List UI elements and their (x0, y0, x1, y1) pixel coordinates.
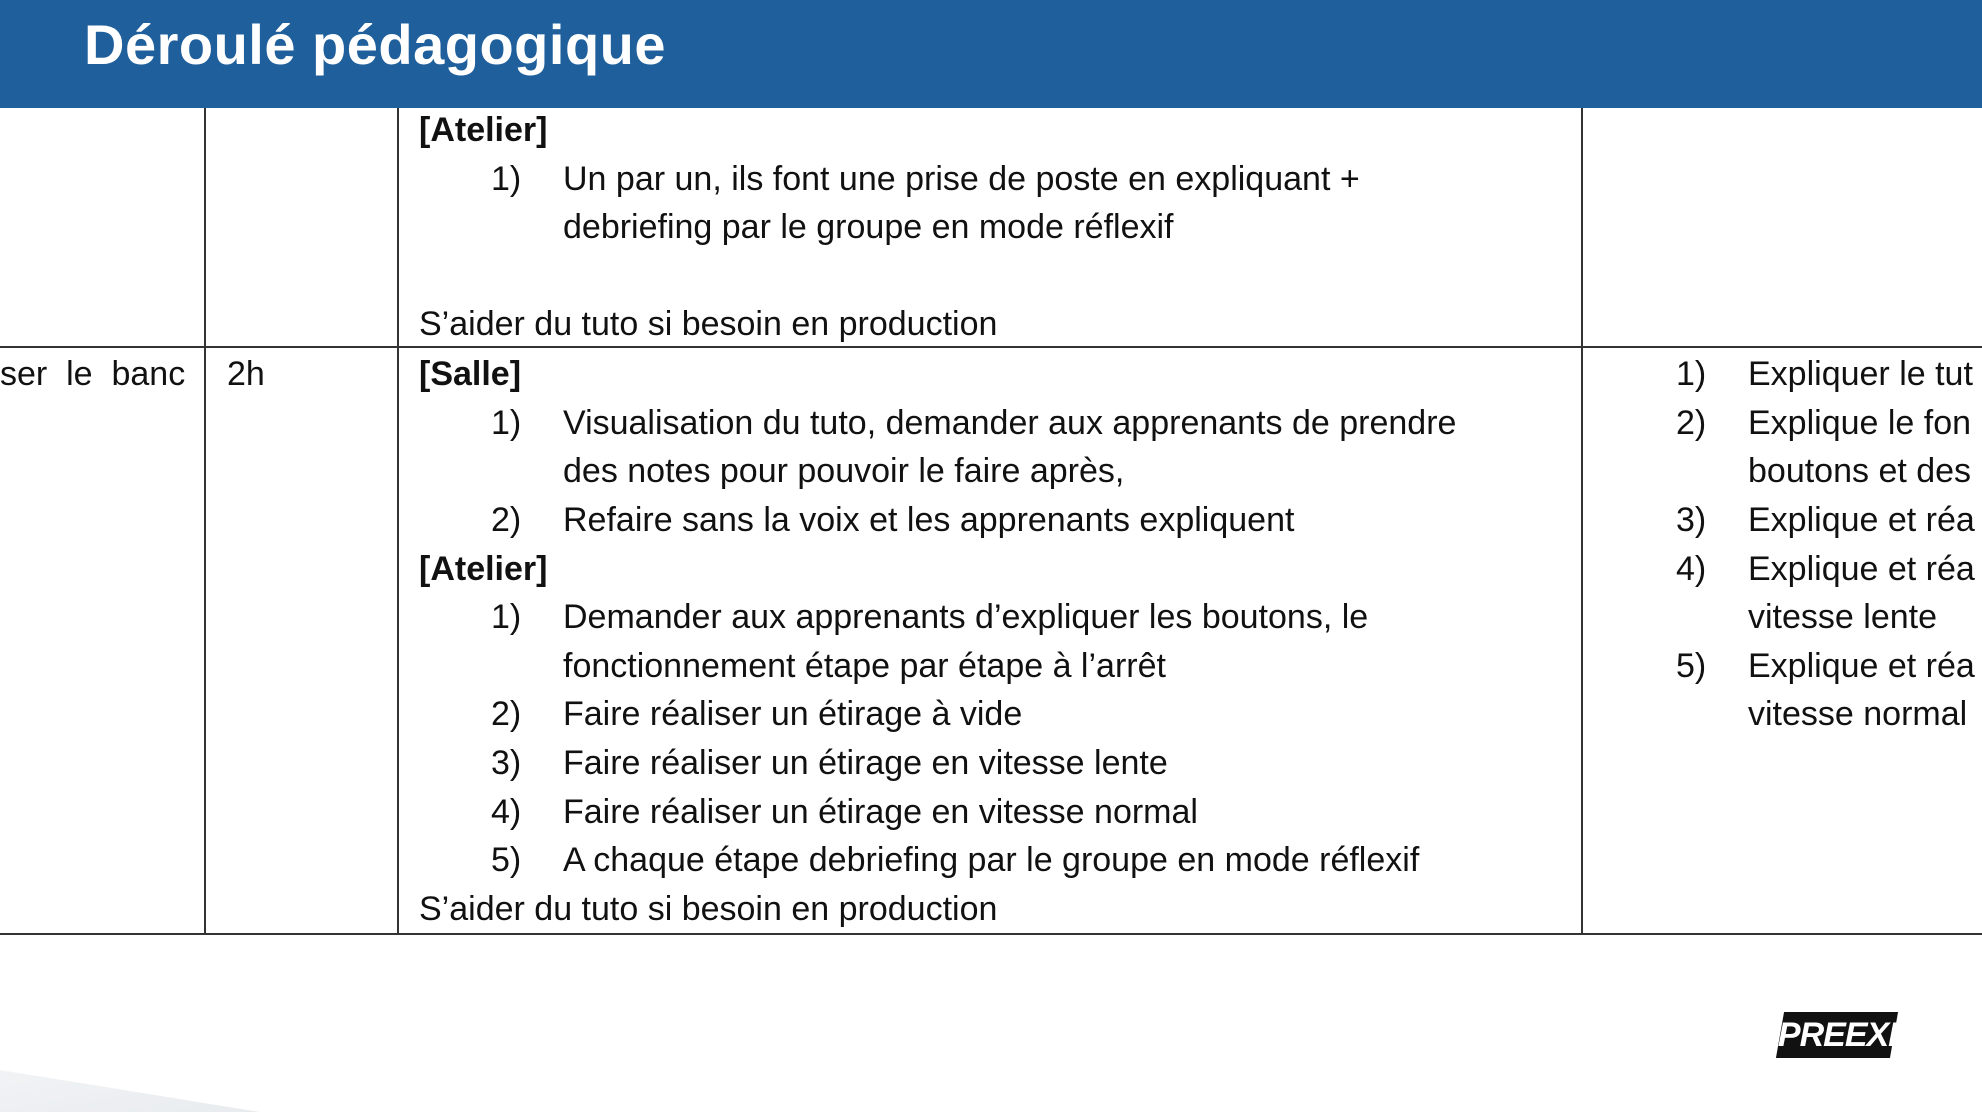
list-item: Refaire sans la voix et les apprenants expliquent (563, 501, 1295, 539)
list-number: 2) (491, 695, 522, 733)
preexi-logo (1776, 1012, 1898, 1058)
list-item: Faire réaliser un étirage en vitesse lente (563, 744, 1168, 782)
atelier-label: [Atelier] (419, 550, 548, 588)
header-bar (0, 0, 1982, 108)
page-title: Déroulé pédagogique (84, 13, 666, 76)
salle-label: [Salle] (419, 355, 522, 393)
list-item: vitesse normal (1748, 695, 1968, 733)
list-number: 4) (1676, 550, 1707, 588)
list-item: Explique et réa (1748, 501, 1975, 539)
logo-text: PREEXI (1777, 1015, 1897, 1054)
list-item: Un par un, ils font une prise de poste en expliquant + (563, 160, 1360, 198)
decorative-shape (0, 1070, 260, 1112)
duration-cell: 2h (227, 355, 265, 393)
column-divider (397, 108, 399, 935)
list-number: 5) (1676, 647, 1707, 685)
list-item: Demander aux apprenants d’expliquer les boutons, le (563, 598, 1369, 636)
list-item: Explique le fon (1748, 404, 1972, 442)
list-item: Explique et réa (1748, 550, 1975, 588)
list-item: des notes pour pouvoir le faire après, (563, 452, 1125, 490)
list-item: boutons et des (1748, 452, 1972, 490)
list-item: vitesse lente (1748, 598, 1937, 636)
footer-note: S’aider du tuto si besoin en production (419, 890, 998, 928)
list-item: fonctionnement étape par étape à l’arrêt (563, 647, 1166, 685)
list-number: 5) (491, 841, 522, 879)
footer-note: S’aider du tuto si besoin en production (419, 305, 998, 343)
objective-cell: ser le banc (0, 355, 186, 393)
column-divider (204, 108, 206, 935)
list-item: Visualisation du tuto, demander aux apprenants de prendre (563, 404, 1457, 442)
list-item: Faire réaliser un étirage en vitesse normal (563, 793, 1198, 831)
atelier-label: [Atelier] (419, 111, 548, 149)
list-number: 1) (491, 160, 522, 198)
list-item: A chaque étape debriefing par le groupe en mode réflexif (563, 841, 1420, 879)
list-number: 3) (491, 744, 522, 782)
list-item: Faire réaliser un étirage à vide (563, 695, 1023, 733)
list-number: 2) (1676, 404, 1707, 442)
list-number: 1) (491, 404, 522, 442)
column-divider (1581, 108, 1583, 935)
list-number: 2) (491, 501, 522, 539)
list-number: 1) (491, 598, 522, 636)
list-item: Expliquer le tut (1748, 355, 1973, 393)
list-number: 4) (491, 793, 522, 831)
list-item: Explique et réa (1748, 647, 1975, 685)
list-number: 1) (1676, 355, 1707, 393)
list-number: 3) (1676, 501, 1707, 539)
list-item: debriefing par le groupe en mode réflexif (563, 208, 1174, 246)
